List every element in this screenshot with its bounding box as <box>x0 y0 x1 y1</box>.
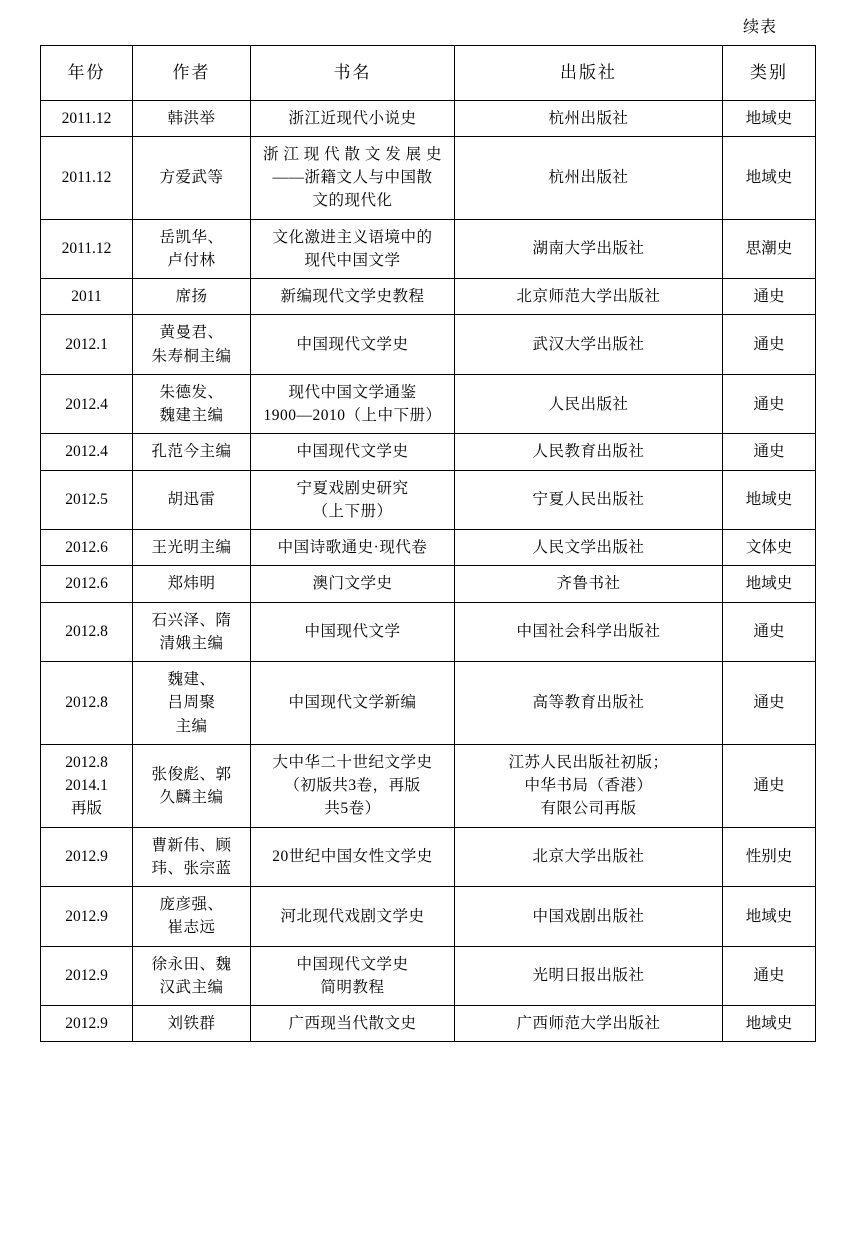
cell-year-line: 2012.9 <box>65 1015 108 1033</box>
cell-title-line: 现代中国文学通鉴 <box>288 383 417 401</box>
cell-title-line: 广西现当代散文史 <box>288 1015 417 1033</box>
table-row <box>41 1006 816 1042</box>
cell-category-line: 通史 <box>753 395 785 413</box>
cell-press <box>455 219 723 279</box>
cell-year-line: 2012.6 <box>65 575 108 593</box>
cell-author-line: 张俊彪、郭 <box>151 765 232 783</box>
table-row <box>41 219 816 279</box>
column-header-author: 作者 <box>133 46 251 101</box>
cell-title <box>251 374 455 434</box>
cell-title-line: 1900—2010（上中下册） <box>263 407 442 425</box>
cell-year-line: 2012.9 <box>65 907 108 925</box>
cell-press <box>455 374 723 434</box>
table-header-row <box>41 46 816 101</box>
cell-category <box>723 530 816 566</box>
cell-press <box>455 827 723 887</box>
cell-category-line: 地域史 <box>745 1015 793 1033</box>
cell-year <box>41 946 133 1006</box>
cell-title-line: ——浙籍文人与中国散 <box>272 169 433 187</box>
cell-category <box>723 315 816 375</box>
cell-author <box>133 279 251 315</box>
cell-author-line: 孔范今主编 <box>151 443 232 461</box>
cell-category <box>723 602 816 662</box>
cell-author <box>133 1006 251 1042</box>
table-row <box>41 887 816 947</box>
cell-author-line: 主编 <box>175 717 208 735</box>
cell-author <box>133 315 251 375</box>
cell-author-line: 玮、张宗蓝 <box>151 859 232 877</box>
cell-title-line: 中国现代文学史 <box>296 443 409 461</box>
cell-title-line: 浙江近现代小说史 <box>288 109 417 127</box>
cell-title <box>251 887 455 947</box>
cell-author <box>133 100 251 136</box>
cell-year <box>41 279 133 315</box>
cell-author <box>133 744 251 827</box>
cell-title <box>251 1006 455 1042</box>
cell-category <box>723 279 816 315</box>
cell-author-line: 刘铁群 <box>167 1015 216 1033</box>
cell-press-line: 光明日报出版社 <box>532 967 645 985</box>
cell-title <box>251 946 455 1006</box>
cell-title-line: 新编现代文学史教程 <box>280 288 425 306</box>
cell-author-line: 魏建、 <box>167 671 216 689</box>
table-body <box>41 100 816 1042</box>
table-row <box>41 434 816 470</box>
table-row <box>41 530 816 566</box>
table-row <box>41 566 816 602</box>
cell-author <box>133 827 251 887</box>
cell-year <box>41 744 133 827</box>
cell-category-line: 通史 <box>753 967 785 985</box>
cell-title-line: 中国现代文学史 <box>296 955 409 973</box>
cell-year-line: 2011.12 <box>61 109 112 127</box>
cell-press <box>455 100 723 136</box>
cell-author <box>133 602 251 662</box>
cell-year-line: 再版 <box>70 800 102 818</box>
cell-year <box>41 100 133 136</box>
cell-author-line: 王光明主编 <box>151 539 232 557</box>
cell-year-line: 2012.5 <box>65 491 108 509</box>
cell-category <box>723 744 816 827</box>
table-row <box>41 279 816 315</box>
table-row <box>41 136 816 219</box>
cell-category-line: 通史 <box>753 777 785 795</box>
cell-year <box>41 315 133 375</box>
cell-year-line: 2012.8 <box>65 694 108 712</box>
cell-category <box>723 662 816 745</box>
cell-title-line: 文化激进主义语境中的 <box>272 228 433 246</box>
cell-category-line: 思潮史 <box>745 240 793 258</box>
cell-press-line: 杭州出版社 <box>548 109 629 127</box>
cell-author-line: 胡迅雷 <box>167 491 216 509</box>
cell-year <box>41 566 133 602</box>
cell-press-line: 中国社会科学出版社 <box>516 623 661 641</box>
cell-title-line: 澳门文学史 <box>312 575 393 593</box>
table-row <box>41 602 816 662</box>
cell-author-line: 席扬 <box>175 288 208 306</box>
cell-press <box>455 887 723 947</box>
cell-press-line: 中国戏剧出版社 <box>532 907 645 925</box>
cell-category-line: 通史 <box>753 694 785 712</box>
cell-press <box>455 136 723 219</box>
literary-history-table <box>40 45 816 1042</box>
cell-press <box>455 602 723 662</box>
cell-title-line: 文的现代化 <box>312 192 393 210</box>
cell-category-line: 通史 <box>753 623 785 641</box>
cell-title-line: 大中华二十世纪文学史 <box>272 753 433 771</box>
cell-category <box>723 1006 816 1042</box>
cell-title <box>251 602 455 662</box>
column-header-year: 年份 <box>41 46 133 101</box>
cell-press-line: 广西师范大学出版社 <box>516 1015 661 1033</box>
cell-category-line: 地域史 <box>745 575 793 593</box>
cell-title <box>251 566 455 602</box>
cell-author <box>133 566 251 602</box>
cell-press <box>455 279 723 315</box>
cell-category <box>723 827 816 887</box>
cell-category-line: 地域史 <box>745 491 793 509</box>
cell-year <box>41 374 133 434</box>
cell-category <box>723 470 816 530</box>
cell-author <box>133 887 251 947</box>
cell-title <box>251 100 455 136</box>
cell-author-line: 朱德发、 <box>159 383 224 401</box>
cell-category <box>723 434 816 470</box>
cell-category <box>723 887 816 947</box>
cell-author <box>133 530 251 566</box>
continued-table-label: 续表 <box>742 19 777 36</box>
cell-press-line: 湖南大学出版社 <box>532 240 645 258</box>
cell-press-line: 中华书局（香港） <box>524 777 653 795</box>
cell-title <box>251 827 455 887</box>
cell-category-line: 文体史 <box>745 539 793 557</box>
cell-category <box>723 219 816 279</box>
cell-author-line: 方爱武等 <box>159 169 224 187</box>
cell-author <box>133 470 251 530</box>
cell-press-line: 齐鲁书社 <box>556 575 621 593</box>
cell-press <box>455 315 723 375</box>
cell-year-line: 2012.9 <box>65 967 108 985</box>
cell-category <box>723 946 816 1006</box>
cell-title <box>251 662 455 745</box>
cell-category-line: 通史 <box>753 443 785 461</box>
cell-author <box>133 136 251 219</box>
cell-title-line: 浙 江 现 代 散 文 发 展 史 <box>262 145 442 163</box>
cell-author-line: 久麟主编 <box>159 788 224 806</box>
cell-title-line: 中国现代文学史 <box>296 336 409 354</box>
cell-author <box>133 662 251 745</box>
cell-press-line: 高等教育出版社 <box>532 694 645 712</box>
cell-author-line: 徐永田、魏 <box>151 955 232 973</box>
cell-year-line: 2012.1 <box>65 336 108 354</box>
cell-press <box>455 470 723 530</box>
cell-author-line: 卢付林 <box>167 251 216 269</box>
cell-year <box>41 827 133 887</box>
cell-title-line: 中国现代文学新编 <box>288 694 417 712</box>
cell-year <box>41 662 133 745</box>
cell-title <box>251 470 455 530</box>
cell-author-line: 郑炜明 <box>167 575 216 593</box>
cell-author-line: 韩洪举 <box>167 109 216 127</box>
cell-year <box>41 530 133 566</box>
cell-author-line: 曹新伟、顾 <box>151 836 232 854</box>
cell-category-line: 性别史 <box>745 848 793 866</box>
cell-category <box>723 566 816 602</box>
cell-year <box>41 219 133 279</box>
cell-author-line: 岳凯华、 <box>159 228 224 246</box>
cell-year-line: 2011 <box>71 288 102 306</box>
cell-title-line: 共5卷） <box>324 800 381 818</box>
cell-category-line: 地域史 <box>745 169 793 187</box>
cell-press <box>455 530 723 566</box>
cell-press-line: 江苏人民出版社初版； <box>508 753 669 771</box>
cell-press <box>455 744 723 827</box>
table-row <box>41 374 816 434</box>
cell-year-line: 2012.4 <box>65 443 108 461</box>
cell-title <box>251 530 455 566</box>
cell-author <box>133 946 251 1006</box>
cell-press-line: 有限公司再版 <box>540 800 637 818</box>
cell-press-line: 人民出版社 <box>548 395 629 413</box>
cell-author <box>133 219 251 279</box>
cell-year <box>41 1006 133 1042</box>
cell-title-line: （初版共3卷，再版 <box>284 777 421 795</box>
cell-title-line: 宁夏戏剧史研究 <box>296 479 409 497</box>
cell-category-line: 地域史 <box>745 109 793 127</box>
cell-author-line: 吕周聚 <box>167 694 216 712</box>
cell-author-line: 石兴泽、隋 <box>151 611 232 629</box>
cell-year <box>41 434 133 470</box>
cell-press-line: 北京大学出版社 <box>532 848 645 866</box>
cell-title <box>251 219 455 279</box>
cell-year-line: 2011.12 <box>61 240 112 258</box>
cell-category-line: 通史 <box>753 336 785 354</box>
cell-author <box>133 434 251 470</box>
cell-category <box>723 136 816 219</box>
cell-category-line: 地域史 <box>745 907 793 925</box>
table-row <box>41 470 816 530</box>
cell-year-line: 2014.1 <box>65 777 108 795</box>
table-row <box>41 662 816 745</box>
cell-year-line: 2011.12 <box>61 169 112 187</box>
column-header-title: 书名 <box>251 46 455 101</box>
table-header <box>41 46 816 101</box>
cell-press-line: 北京师范大学出版社 <box>516 288 661 306</box>
cell-press-line: 宁夏人民出版社 <box>532 491 645 509</box>
cell-title <box>251 434 455 470</box>
cell-title <box>251 279 455 315</box>
cell-category <box>723 374 816 434</box>
cell-title-line: 现代中国文学 <box>304 251 401 269</box>
cell-year <box>41 887 133 947</box>
cell-category-line: 通史 <box>753 288 785 306</box>
cell-title-line: 河北现代戏剧文学史 <box>280 907 425 925</box>
cell-press <box>455 662 723 745</box>
cell-year <box>41 602 133 662</box>
column-header-press: 出版社 <box>455 46 723 101</box>
table-row <box>41 315 816 375</box>
cell-author-line: 清娥主编 <box>159 634 224 652</box>
cell-year-line: 2012.8 <box>65 753 108 771</box>
cell-year-line: 2012.9 <box>65 848 108 866</box>
cell-press <box>455 946 723 1006</box>
cell-title-line: 中国诗歌通史·现代卷 <box>277 539 428 557</box>
cell-press-line: 武汉大学出版社 <box>532 336 645 354</box>
cell-press <box>455 1006 723 1042</box>
table-row <box>41 827 816 887</box>
column-header-category: 类别 <box>723 46 816 101</box>
cell-title-line: 简明教程 <box>320 978 385 996</box>
cell-year-line: 2012.8 <box>65 623 108 641</box>
cell-press <box>455 566 723 602</box>
table-row <box>41 100 816 136</box>
cell-author-line: 朱寿桐主编 <box>151 347 232 365</box>
cell-title-line: （上下册） <box>312 502 393 520</box>
cell-author <box>133 374 251 434</box>
cell-year <box>41 470 133 530</box>
cell-title <box>251 315 455 375</box>
cell-title <box>251 136 455 219</box>
cell-title-line: 中国现代文学 <box>304 623 401 641</box>
cell-author-line: 汉武主编 <box>159 978 224 996</box>
cell-author-line: 崔志远 <box>167 919 216 937</box>
cell-press-line: 杭州出版社 <box>548 169 629 187</box>
cell-title <box>251 744 455 827</box>
cell-press-line: 人民教育出版社 <box>532 443 645 461</box>
cell-year-line: 2012.4 <box>65 395 108 413</box>
cell-year-line: 2012.6 <box>65 539 108 557</box>
cell-year <box>41 136 133 219</box>
cell-title-line: 20世纪中国女性文学史 <box>272 848 433 866</box>
table-row <box>41 946 816 1006</box>
cell-author-line: 魏建主编 <box>159 407 224 425</box>
table-row <box>41 744 816 827</box>
cell-press-line: 人民文学出版社 <box>532 539 645 557</box>
cell-author-line: 庞彦强、 <box>159 896 224 914</box>
cell-category <box>723 100 816 136</box>
cell-press <box>455 434 723 470</box>
cell-author-line: 黄曼君、 <box>159 324 224 342</box>
